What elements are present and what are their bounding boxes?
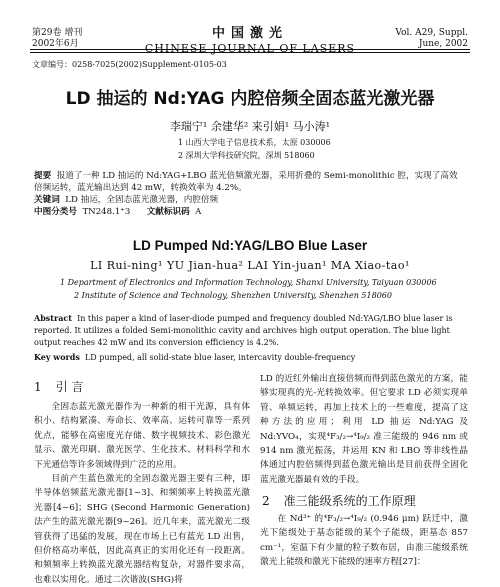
right-column-paragraph: [260, 372, 468, 487]
volume-en: Vol. A29, Suppl.: [395, 28, 468, 38]
keywords-cn: LD 抽运，全固态蓝光激光器，内腔倍频: [65, 195, 219, 205]
paper-title-en: LD Pumped Nd:YAG/LBO Blue Laser: [132, 238, 368, 253]
intro-continued: LD 的近红外输出直接倍频而得到蓝色激光的方案，能够实现真的光-光转换效率。但它要求 LD 必须实现单管、单频运转，再加上技术上的一些难度，提高了这种方法的应用；利用 LD 抽运 Nd:YAG 及 Nd:YVO₄，实现⁴F₃/₂→⁴I₉/₂ 准三能级的 946 nm 或 914 nm 激光振荡，并运用 KN 和 LBO 等非线性晶体通过内腔倍频得到蓝色激光输出是目前获得全固化蓝光激光器最有效的手段。: [260, 374, 468, 485]
doc-code-label: 文献标识码: [146, 207, 190, 217]
keywords-en-label: Key words: [34, 352, 80, 362]
journal-name-cn: 中国激光: [211, 26, 288, 41]
affiliation-en-2: 2 Institute of Science and Technology, Shenzhen University, Shenzhen 518060: [74, 291, 392, 300]
affiliation-en-1: 1 Department of Electronics and Information Technology, Shanxi University, Taiyuan 030006: [60, 278, 437, 287]
date-cn: 2002年6月: [32, 39, 79, 49]
affiliation-cn-2: 2 深圳大学科技研究院，深圳 518060: [178, 151, 315, 160]
affiliation-cn-1: 1 山西大学电子信息技术系，太原 030006: [178, 138, 331, 147]
intro-paragraph-1: 全固态蓝光激光器作为一种新的相干光源，具有体积小、结构紧凑、寿命长、效率高、运转可靠等一系列优点，能够在高密度光存储、数字视频技术、彩色激光显示、激光印刷、激光医学、生化技术、材料科学和水下光通信等许多领域得到广泛的应用。: [34, 402, 250, 470]
authors-cn: 李瑞宁¹ 余建华² 来引娟¹ 马小涛¹: [169, 120, 331, 133]
intro-paragraph-2: 目前产生蓝色激光的全固态激光器主要有三种，即半导体倍频蓝光激光器[1~3]、和频频率上转换蓝光激光器[4~6]；SHG (Second Harmonic Generation) 法产生的蓝光激光器[9~26]。近几年来，蓝光激光二级管获得了迅猛的发展，现在市场上已有蓝光 LD 出售，但价格高功率低，因此高真正的实用化还有一段距离。和频频率上转换蓝光激光器结构复杂，对器件要求高，也难以实用化。通过二次谐波(SHG)将: [34, 474, 250, 585]
section-1-heading: [34, 378, 83, 395]
journal-name-en: CHINESE JOURNAL OF LASERS: [144, 42, 356, 55]
authors-en: LI Rui-ning¹ YU Jian-hua² LAI Yin-juan¹ MA Xiao-tao¹: [90, 259, 410, 272]
section-1-title: 引 言: [55, 380, 84, 394]
abstract-cn: [34, 170, 466, 218]
affiliations-cn: [178, 136, 331, 162]
section-2-number: 2: [262, 494, 270, 508]
keywords-en: LD pumped, all solid-state blue laser, intercavity double-frequency: [84, 353, 356, 362]
abstract-cn-label: 提要: [34, 171, 52, 181]
class-number: TN248.1⁺3: [82, 207, 131, 217]
abstract-en-text: In this paper a kind of laser-diode pumped and frequency doubled Nd:YAG/LBO blue laser is reported. It utilizes a folded Semi-monolithic cavity and archives high output operation. The blue light output reaches 42 mW and its conversion efficiency is 4.2%.: [34, 314, 453, 347]
article-number: 文章编号：0258-7025(2002)Supplement-0105-03: [32, 60, 227, 69]
affiliations-en: [60, 276, 437, 302]
section-2-body: [260, 512, 468, 570]
paper-title-cn: LD 抽运的 Nd:YAG 内腔倍频全固态蓝光激光器: [65, 89, 435, 109]
section-2-heading: [262, 492, 416, 509]
doc-code: A: [195, 207, 202, 217]
section-1-number: 1: [34, 380, 42, 394]
abstract-cn-text: 报道了一种 LD 抽运的 Nd:YAG+LBO 蓝光倍频激光器，采用折叠的 Semi-monolithic 腔，实现了高效倍频运转，蓝光输出达到 42 mW，转换效率为 4.2%。: [34, 171, 458, 193]
abstract-en: [34, 312, 466, 364]
header-rule-thin: [30, 52, 470, 53]
header-rule-thick: [30, 49, 470, 50]
volume-info-en: [395, 28, 468, 50]
abstract-en-label: Abstract: [34, 313, 72, 323]
left-column: [34, 400, 250, 587]
section-2-title: 准三能级系统的工作原理: [283, 494, 416, 508]
class-number-label: 中图分类号: [34, 207, 77, 217]
volume-cn: 第29卷 增刊: [32, 28, 83, 38]
section-2-paragraph: 在 Nd³⁺ 的⁴F₃/₂→⁴I₉/₂ (0.946 μm) 跃迁中，激光下能级处于基态能级的某个子能级，距基态 857 cm⁻¹，室温下有少量的粒子数布居，由准三能级系统激光上能级和激光下能级的速率方程[27]：: [260, 514, 468, 568]
date-en: June, 2002: [418, 39, 468, 49]
keywords-cn-label: 关键词: [34, 195, 60, 205]
